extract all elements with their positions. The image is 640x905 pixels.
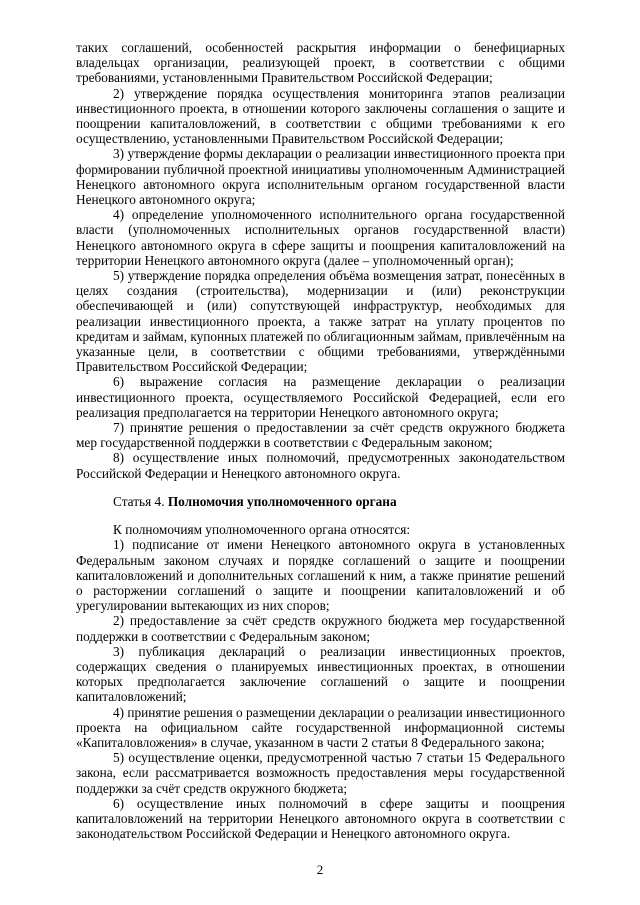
page-number: 2 bbox=[316, 862, 324, 877]
paragraph-item-6: 6) выражение согласия на размещение декларации о реализации инвестиционного проекта, осуществляемого Российской Федерацией, если его реализация предполагается на территории Ненецкого автономного округа; bbox=[76, 374, 565, 420]
article-heading bbox=[76, 494, 565, 509]
article-item-5: 5) осуществление оценки, предусмотренной частью 7 статьи 15 Федерального закона, если рассматривается возможность предоставления меры государственной поддержки за счёт средств окружного бюджета; bbox=[76, 750, 565, 796]
article-item-2: 2) предоставление за счёт средств окружного бюджета мер государственной поддержки в соответствии с Федеральным законом; bbox=[76, 613, 565, 644]
paragraph-item-7: 7) принятие решения о предоставлении за счёт средств окружного бюджета мер государственной поддержки в соответствии с Федеральным законом; bbox=[76, 420, 565, 451]
article-prefix: Статья 4. bbox=[113, 493, 168, 509]
paragraph-item-4: 4) определение уполномоченного исполнительного органа государственной власти (уполномоченных исполнительных органов государственной власти) Ненецкого автономного округа в сфере защиты и поощрения капиталовложений на территории Ненецкого автономного округа (далее – уполномоченный орган); bbox=[76, 207, 565, 268]
article-item-4: 4) принятие решения о размещении декларации о реализации инвестиционного проекта на официальном сайте государственной информационной системы «Капиталовложения» в случае, указанном в части 2 статьи 8 Федерального закона; bbox=[76, 704, 565, 750]
article-item-6: 6) осуществление иных полномочий в сфере защиты и поощрения капиталовложений на территории Ненецкого автономного округа в соответствии с законодательством Российской Федерации и Ненецкого автономного округа. bbox=[76, 795, 565, 842]
paragraph-continuation: таких соглашений, особенностей раскрытия информации о бенефициарных владельцах организации, реализующей проект, в соответствии с общими требованиями, установленными Правительством Российской Федерации; bbox=[76, 40, 565, 86]
article-item-1: 1) подписание от имени Ненецкого автономного округа в установленных Федеральным законом случаях и порядке соглашений о защите и поощрении капиталовложений и дополнительных соглашений к ним, а также принятие решений о расторжении соглашений о защите и поощрении капиталовложений и об урегулировании вытекающих из них споров; bbox=[76, 537, 565, 614]
document-body bbox=[76, 40, 565, 841]
paragraph-item-3: 3) утверждение формы декларации о реализации инвестиционного проекта при формировании публичной проектной инициативы уполномоченным Администрацией Ненецкого автономного округа исполнительным органом государственной власти Ненецкого автономного округа; bbox=[76, 146, 565, 208]
article-title: Полномочия уполномоченного органа bbox=[167, 493, 397, 509]
paragraph-item-5: 5) утверждение порядка определения объёма возмещения затрат, понесённых в целях создания (строительства), модернизации и (или) реконструкции обеспечивающей и (или) сопутствующей инфраструктур, необходимых для реализации инвестиционного проекта, а также затрат на уплату процентов по кредитам и займам, купонных платежей по облигационным займам, привлечённым на указанные цели, в соответствии с общими требованиями, утверждёнными Правительством Российской Федерации; bbox=[76, 268, 565, 375]
article-item-3: 3) публикация деклараций о реализации инвестиционных проектов, содержащих сведения о планируемых инвестиционных проектах, в отношении которых предполагается заключение соглашений о защите и поощрении капиталовложений; bbox=[76, 643, 565, 705]
paragraph-item-2: 2) утверждение порядка осуществления мониторинга этапов реализации инвестиционного проекта, в отношении которого заключены соглашения о защите и поощрении капиталовложений, в соответствии с общими требованиями к его осуществлению, установленными Правительством Российской Федерации; bbox=[76, 85, 565, 147]
paragraph-item-8: 8) осуществление иных полномочий, предусмотренных законодательством Российской Федерации и Ненецкого автономного округа. bbox=[76, 450, 565, 481]
article-intro: К полномочиям уполномоченного органа относятся: bbox=[113, 522, 411, 538]
